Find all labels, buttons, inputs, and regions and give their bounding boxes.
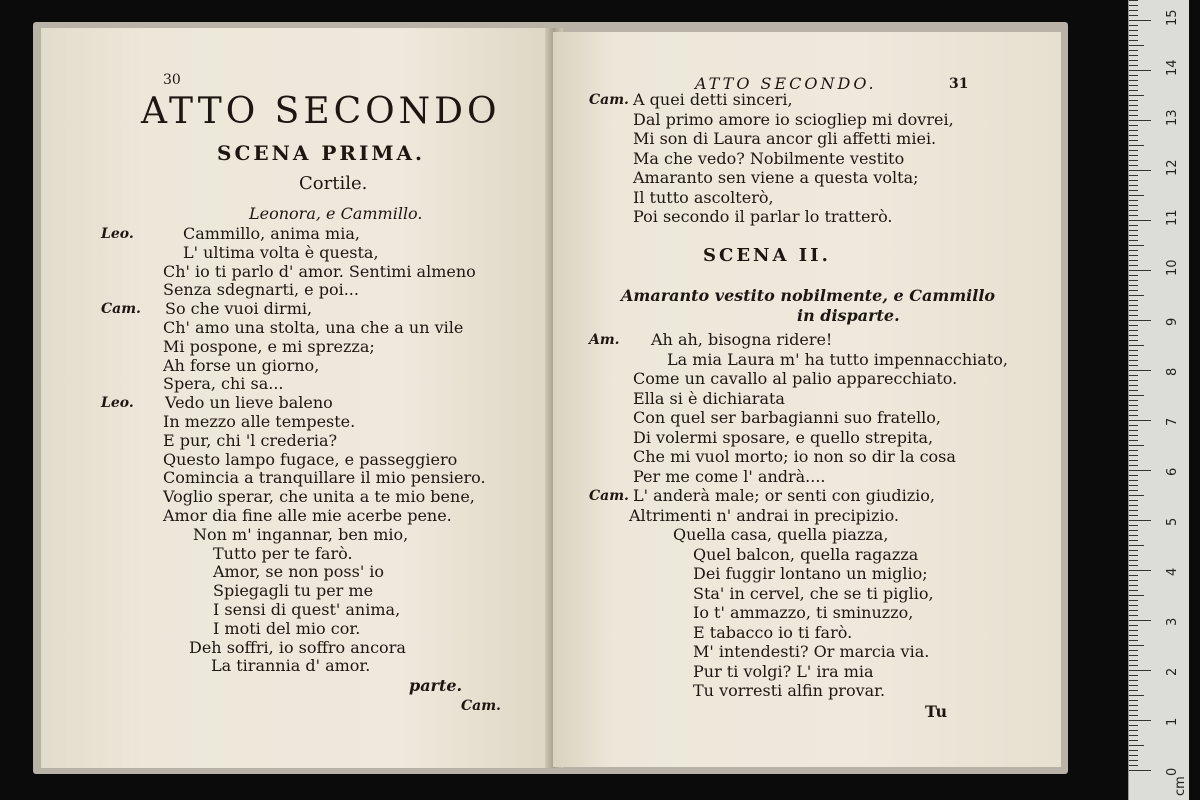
- verse-line: Che mi vuol morto; io non so dir la cosa: [633, 447, 956, 466]
- ruler-tick: [1129, 160, 1138, 161]
- ruler-tick: [1129, 475, 1138, 476]
- page-number: 31: [949, 76, 969, 92]
- verse-line: I sensi di quest' anima,: [213, 600, 401, 619]
- ruler-tick: [1129, 260, 1138, 261]
- verse-line: E tabacco io ti farò.: [693, 622, 853, 642]
- ruler-tick: [1129, 370, 1151, 371]
- ruler-tick: [1129, 430, 1138, 431]
- verse-line: Per me come l' andrà....: [633, 466, 826, 486]
- ruler-tick: [1129, 570, 1151, 571]
- ruler-tick: [1129, 575, 1138, 576]
- ruler-tick: [1129, 425, 1138, 426]
- ruler-tick: [1129, 700, 1138, 701]
- ruler-tick: [1129, 50, 1138, 51]
- ruler-tick: [1129, 620, 1151, 621]
- verse-line: Quel balcon, quella ragazza: [693, 544, 919, 564]
- ruler-tick: [1129, 660, 1138, 661]
- verse-line: Ma che vedo? Nobilmente vestito: [633, 148, 905, 168]
- ruler-tick: [1129, 220, 1151, 221]
- ruler-tick: [1129, 670, 1151, 671]
- ruler-tick: [1129, 345, 1144, 346]
- ruler-label: 15: [1165, 9, 1180, 26]
- verse-line: Di volermi sposare, e quello strepita,: [633, 427, 934, 447]
- ruler-tick: [1129, 440, 1138, 441]
- ruler-tick: [1129, 245, 1144, 246]
- ruler-tick: [1129, 695, 1144, 696]
- ruler-tick: [1129, 650, 1138, 651]
- verse-line: E pur, chi 'l crederia?: [163, 430, 338, 450]
- verse-line: Cammillo, anima mia,: [183, 224, 360, 243]
- stage-direction: parte.: [409, 676, 463, 695]
- verse-line: Quella casa, quella piazza,: [673, 525, 889, 544]
- ruler-tick: [1129, 335, 1138, 336]
- ruler-tick: [1129, 705, 1138, 706]
- ruler-tick: [1129, 40, 1138, 41]
- verse-line: Mi son di Laura ancor gli affetti miei.: [633, 129, 937, 148]
- verse-line: La tirannia d' amor.: [211, 656, 371, 676]
- ruler-tick: [1129, 770, 1151, 771]
- ruler-tick: [1129, 615, 1138, 616]
- ruler-tick: [1129, 215, 1138, 216]
- ruler-tick: [1129, 510, 1138, 511]
- ruler-tick: [1129, 525, 1138, 526]
- ruler-tick: [1129, 95, 1144, 96]
- ruler-label: 13: [1165, 109, 1180, 126]
- ruler-tick: [1129, 90, 1138, 91]
- ruler-tick: [1129, 100, 1138, 101]
- ruler-tick: [1129, 115, 1138, 116]
- ruler-tick: [1129, 300, 1138, 301]
- ruler-tick: [1129, 265, 1138, 266]
- ruler-tick: [1129, 340, 1138, 341]
- ruler-label: 8: [1165, 367, 1180, 376]
- ruler-tick: [1129, 595, 1144, 596]
- ruler-tick: [1129, 725, 1138, 726]
- ruler-tick: [1129, 715, 1138, 716]
- ruler-tick: [1129, 640, 1138, 641]
- ruler-tick: [1129, 0, 1138, 1]
- ruler-tick: [1129, 5, 1138, 6]
- ruler-tick: [1129, 750, 1138, 751]
- verse-line: Ch' io ti parlo d' amor. Sentimi almeno: [163, 261, 476, 281]
- verse-line: Amor dia fine alle mie acerbe pene.: [163, 506, 452, 525]
- catchword: Cam.: [461, 698, 501, 714]
- ruler-tick: [1129, 120, 1151, 121]
- ruler-label: 12: [1165, 159, 1180, 176]
- ruler-tick: [1129, 460, 1138, 461]
- ruler-tick: [1129, 720, 1151, 721]
- ruler-tick: [1129, 390, 1138, 391]
- ruler-tick: [1129, 295, 1144, 296]
- verse-line: Ah forse un giorno,: [163, 355, 320, 375]
- verse-line: Comincia a tranquillare il mio pensiero.: [163, 468, 486, 488]
- ruler-tick: [1129, 400, 1138, 401]
- ruler-tick: [1129, 360, 1138, 361]
- ruler-label: 3: [1165, 617, 1180, 626]
- ruler-tick: [1129, 20, 1151, 21]
- scene-characters: Amaranto vestito nobilmente, e Cammillo: [621, 286, 996, 305]
- running-head: ATTO SECONDO.: [695, 74, 877, 93]
- ruler-label: 4: [1165, 567, 1180, 576]
- left-page: [41, 28, 556, 768]
- ruler-tick: [1129, 200, 1138, 201]
- ruler-tick: [1129, 320, 1151, 321]
- ruler-tick: [1129, 665, 1138, 666]
- ruler-tick: [1129, 465, 1138, 466]
- verse-line: Ch' amo una stolta, una che a un vile: [163, 318, 464, 337]
- ruler-tick: [1129, 310, 1138, 311]
- speaker-label: Am.: [589, 332, 620, 348]
- ruler-tick: [1129, 455, 1138, 456]
- scene-title: SCENA PRIMA.: [217, 141, 426, 165]
- verse-line: Tu vorresti alfin provar.: [693, 681, 886, 700]
- ruler-tick: [1129, 230, 1138, 231]
- ruler-label: 7: [1165, 417, 1180, 426]
- ruler-tick: [1129, 395, 1144, 396]
- ruler-tick: [1129, 175, 1138, 176]
- verse-line: Io t' ammazzo, ti sminuzzo,: [693, 603, 914, 622]
- ruler-tick: [1129, 480, 1138, 481]
- verse-line: Tutto per te farò.: [213, 543, 353, 563]
- verse-line: Senza sdegnarti, e poi...: [163, 280, 359, 300]
- scene-setting: Cortile.: [299, 173, 368, 194]
- ruler-tick: [1129, 85, 1138, 86]
- ruler-tick: [1129, 535, 1138, 536]
- ruler-tick: [1129, 520, 1151, 521]
- ruler-tick: [1129, 495, 1144, 496]
- act-title: ATTO SECONDO: [141, 91, 501, 132]
- ruler-tick: [1129, 560, 1138, 561]
- verse-line: M' intendesti? Or marcia via.: [693, 642, 930, 661]
- verse-line: A quei detti sinceri,: [633, 90, 793, 109]
- catchword: Tu: [925, 702, 948, 721]
- ruler-tick: [1129, 505, 1138, 506]
- verse-line: Altrimenti n' andrai in precipizio.: [629, 505, 899, 525]
- ruler-tick: [1129, 255, 1138, 256]
- ruler-tick: [1129, 150, 1138, 151]
- ruler-tick: [1129, 585, 1138, 586]
- ruler-tick: [1129, 420, 1151, 421]
- ruler-tick: [1129, 155, 1138, 156]
- ruler-tick: [1129, 325, 1138, 326]
- ruler-label: 5: [1165, 517, 1180, 526]
- ruler-tick: [1129, 550, 1138, 551]
- ruler-tick: [1129, 765, 1138, 766]
- ruler-tick: [1129, 605, 1138, 606]
- ruler-tick: [1129, 410, 1138, 411]
- ruler-tick: [1129, 555, 1138, 556]
- ruler-label: 11: [1165, 209, 1180, 226]
- verse-line: Pur ti volgi? L' ira mia: [693, 661, 874, 681]
- ruler-tick: [1129, 270, 1151, 271]
- ruler-tick: [1129, 625, 1138, 626]
- verse-line: Ah ah, bisogna ridere!: [651, 330, 833, 349]
- verse-line: Non m' ingannar, ben mio,: [193, 524, 409, 544]
- ruler-tick: [1129, 565, 1138, 566]
- ruler-tick: [1129, 180, 1138, 181]
- verse-line: Questo lampo fugace, e passeggiero: [163, 449, 458, 469]
- ruler-tick: [1129, 675, 1138, 676]
- open-book: [33, 22, 1068, 774]
- ruler-tick: [1129, 125, 1138, 126]
- ruler-tick: [1129, 240, 1138, 241]
- ruler-tick: [1129, 170, 1151, 171]
- verse-line: La mia Laura m' ha tutto impennacchiato,: [667, 349, 1008, 369]
- ruler-tick: [1129, 735, 1138, 736]
- ruler-tick: [1129, 500, 1138, 501]
- ruler-tick: [1129, 530, 1138, 531]
- ruler-tick: [1129, 70, 1151, 71]
- ruler-label: 0: [1165, 767, 1180, 776]
- ruler-label: 9: [1165, 317, 1180, 326]
- ruler-tick: [1129, 15, 1138, 16]
- ruler-label: 2: [1165, 667, 1180, 676]
- ruler-tick: [1129, 515, 1138, 516]
- ruler-label: 14: [1165, 59, 1180, 76]
- ruler-tick: [1129, 375, 1138, 376]
- ruler-tick: [1129, 25, 1138, 26]
- ruler-tick: [1129, 280, 1138, 281]
- speaker-label: Cam.: [101, 301, 141, 318]
- ruler-tick: [1129, 645, 1144, 646]
- ruler-tick: [1129, 450, 1138, 451]
- scene-characters-continued: in disparte.: [797, 306, 900, 325]
- ruler-tick: [1129, 755, 1138, 756]
- verse-line: Spera, chi sa...: [163, 374, 284, 394]
- speaker-label: Cam.: [589, 92, 629, 108]
- ruler-tick: [1129, 600, 1138, 601]
- ruler-tick: [1129, 405, 1138, 406]
- ruler-tick: [1129, 275, 1138, 276]
- ruler-tick: [1129, 135, 1138, 136]
- verse-line: Dal primo amore io sciogliер mi dovrei,: [633, 109, 954, 129]
- ruler-tick: [1129, 630, 1138, 631]
- verse-line: So che vuoi dirmi,: [165, 299, 313, 319]
- ruler-tick: [1129, 80, 1138, 81]
- ruler-tick: [1129, 330, 1138, 331]
- speaker-label: Cam.: [589, 488, 629, 504]
- right-page: [553, 32, 1061, 767]
- ruler-tick: [1129, 145, 1144, 146]
- ruler-label: 1: [1165, 717, 1180, 726]
- ruler-tick: [1129, 740, 1138, 741]
- verse-line: Mi pospone, e mi sprezza;: [163, 336, 375, 356]
- ruler-tick: [1129, 205, 1138, 206]
- ruler-tick: [1129, 470, 1151, 471]
- ruler-tick: [1129, 635, 1138, 636]
- verse-line: Dei fuggir lontano un miglio;: [693, 564, 928, 583]
- verse-line: Voglio sperar, che unita a te mio bene,: [163, 487, 475, 507]
- ruler-tick: [1129, 130, 1138, 131]
- ruler-tick: [1129, 540, 1138, 541]
- verse-line: In mezzo alle tempeste.: [163, 412, 356, 431]
- verse-line: I moti del mio cor.: [213, 618, 361, 638]
- ruler-tick: [1129, 45, 1144, 46]
- speaker-label: Leo.: [101, 226, 134, 242]
- ruler-tick: [1129, 250, 1138, 251]
- ruler-tick: [1129, 730, 1138, 731]
- ruler-tick: [1129, 235, 1138, 236]
- ruler-tick: [1129, 30, 1138, 31]
- ruler-tick: [1129, 445, 1144, 446]
- verse-line: Con quel ser barbagianni suo fratello,: [633, 408, 942, 427]
- ruler-label: 6: [1165, 467, 1180, 476]
- ruler-tick: [1129, 110, 1138, 111]
- ruler-tick: [1129, 75, 1138, 76]
- verse-line: Poi secondo il parlar lo tratterò.: [633, 207, 893, 226]
- ruler-tick: [1129, 65, 1138, 66]
- ruler-tick: [1129, 10, 1138, 11]
- ruler-tick: [1129, 685, 1138, 686]
- ruler-tick: [1129, 415, 1138, 416]
- ruler-tick: [1129, 710, 1138, 711]
- ruler-tick: [1129, 435, 1138, 436]
- ruler-tick: [1129, 610, 1138, 611]
- speaker-label: Leo.: [101, 395, 134, 412]
- ruler-tick: [1129, 485, 1138, 486]
- ruler-tick: [1129, 195, 1144, 196]
- ruler-tick: [1129, 580, 1138, 581]
- ruler-tick: [1129, 655, 1138, 656]
- ruler-tick: [1129, 105, 1138, 106]
- ruler-tick: [1129, 380, 1138, 381]
- ruler-tick: [1129, 365, 1138, 366]
- ruler-tick: [1129, 315, 1138, 316]
- ruler-tick: [1129, 290, 1138, 291]
- verse-line: Amor, se non poss' io: [213, 562, 385, 582]
- ruler-tick: [1129, 745, 1144, 746]
- ruler-tick: [1129, 285, 1138, 286]
- verse-line: Deh soffri, io soffro ancora: [189, 637, 406, 657]
- verse-line: L' ultima volta è questa,: [183, 242, 379, 262]
- ruler-tick: [1129, 140, 1138, 141]
- ruler-tick: [1129, 355, 1138, 356]
- ruler-tick: [1129, 185, 1138, 186]
- verse-line: Spiegagli tu per me: [213, 581, 374, 601]
- ruler-tick: [1129, 165, 1138, 166]
- ruler-tick: [1129, 190, 1138, 191]
- verse-line: Vedo un lieve baleno: [165, 393, 333, 413]
- ruler-tick: [1129, 225, 1138, 226]
- ruler-tick: [1129, 210, 1138, 211]
- verse-line: Ella si è dichiarata: [633, 388, 785, 408]
- verse-line: Amaranto sen viene a questa volta;: [633, 168, 919, 187]
- ruler-tick: [1129, 385, 1138, 386]
- ruler-tick: [1129, 55, 1138, 56]
- verse-line: Sta' in cervel, che se ti piglio,: [693, 583, 934, 603]
- ruler-tick: [1129, 690, 1138, 691]
- ruler-tick: [1129, 680, 1138, 681]
- verse-line: Il tutto ascolterò,: [633, 187, 774, 207]
- ruler-tick: [1129, 350, 1138, 351]
- scene-title: SCENA II.: [703, 245, 831, 266]
- ruler-tick: [1129, 60, 1138, 61]
- verse-line: L' anderà male; or senti con giudizio,: [633, 486, 935, 505]
- ruler-tick: [1129, 35, 1138, 36]
- scene-characters: Leonora, e Cammillo.: [249, 204, 423, 223]
- measurement-ruler: [1128, 0, 1189, 800]
- ruler-tick: [1129, 305, 1138, 306]
- ruler-tick: [1129, 545, 1144, 546]
- ruler-label: 10: [1165, 259, 1180, 276]
- verse-line: Come un cavallo al palio apparecchiato.: [633, 369, 958, 388]
- page-number: 30: [163, 72, 181, 88]
- ruler-tick: [1129, 490, 1138, 491]
- ruler-tick: [1129, 590, 1138, 591]
- ruler-unit: cm: [1173, 776, 1188, 796]
- ruler-tick: [1129, 760, 1138, 761]
